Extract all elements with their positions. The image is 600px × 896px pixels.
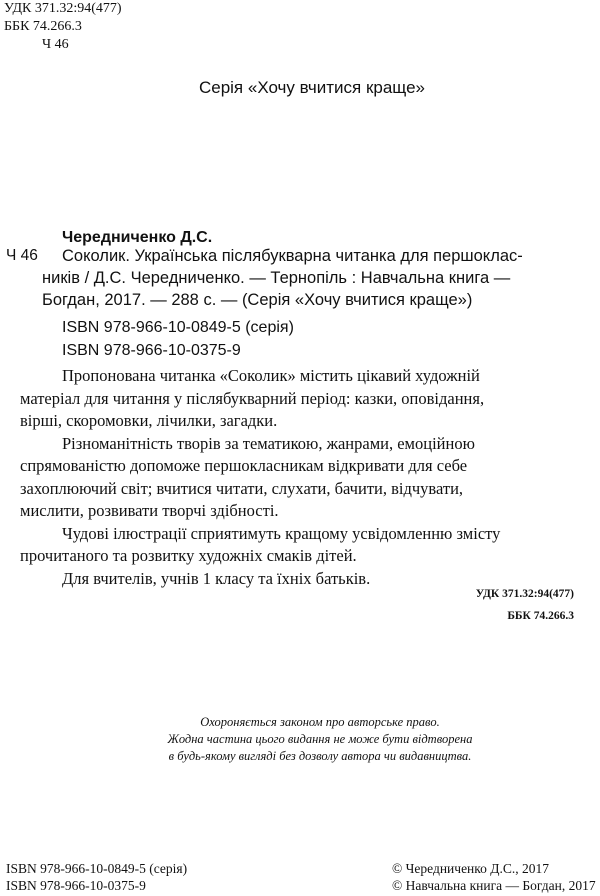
right-bbk: ББК 74.266.3 xyxy=(507,610,574,622)
bottom-isbns xyxy=(6,860,187,894)
top-codes xyxy=(4,0,122,54)
entry-line-2: ників / Д.С. Чередниченко. — Тернопіль : Навчальна книга — xyxy=(42,269,511,287)
isbn-series: ISBN 978-966-10-0849-5 (серія) xyxy=(62,319,294,336)
annotation-p2-line-3: захоплюючий світ; вчитися читати, слухати, бачити, відчувати, xyxy=(20,478,464,498)
copyright-author: © Чередниченко Д.С., 2017 xyxy=(392,861,549,876)
legal-line-1: Охороняється законом про авторське право. xyxy=(200,715,440,729)
entry-line-1: Соколик. Українська післябукварна читанка для першоклас- xyxy=(62,247,523,265)
annotation-p2-line-2: спрямованістю допоможе першокласникам відкривати для себе xyxy=(20,456,468,475)
right-codes xyxy=(476,585,574,625)
annotation xyxy=(20,365,500,590)
legal-line-2: Жодна частина цього видання не може бути відтворена xyxy=(167,732,473,746)
annotation-p1-line-3: вірші, скоромовки, лічилки, загадки. xyxy=(20,411,278,430)
annotation-p1-line-1: Пропонована читанка «Соколик» містить цікавий художній xyxy=(62,366,480,385)
bottom-isbn-book: ISBN 978-966-10-0375-9 xyxy=(6,878,146,893)
top-bbk: ББК 74.266.3 xyxy=(4,19,82,34)
entry-description xyxy=(42,245,523,311)
author-name: Чередниченко Д.С. xyxy=(62,229,213,246)
annotation-p4: Для вчителів, учнів 1 класу та їхніх батьків. xyxy=(62,568,371,588)
series-title: Серія «Хочу вчитися краще» xyxy=(198,78,426,97)
annotation-p3-line-2: прочитаного та розвитку художніх смаків дітей. xyxy=(20,546,357,565)
annotation-p3-line-1: Чудові ілюстрації сприятимуть кращому усвідомленню змісту xyxy=(62,523,501,543)
annotation-p2-line-1: Різноманітність творів за тематикою, жанрами, емоційною xyxy=(62,433,475,453)
legal-notice xyxy=(0,714,600,765)
isbn-book: ISBN 978-966-10-0375-9 xyxy=(62,342,241,359)
top-udk: УДК 371.32:94(477) xyxy=(4,1,122,16)
copyrights xyxy=(392,860,596,894)
entry-line-3: Богдан, 2017. — 288 с. — (Серія «Хочу вчитися краще») xyxy=(42,291,473,309)
entry-code: Ч 46 xyxy=(6,247,38,264)
copyright-publisher: © Навчальна книга — Богдан, 2017 xyxy=(392,878,596,893)
bottom-isbn-series: ISBN 978-966-10-0849-5 (серія) xyxy=(6,861,188,876)
legal-line-3: в будь-якому вигляді без дозволу автора чи видавництва. xyxy=(168,749,472,763)
right-udk: УДК 371.32:94(477) xyxy=(475,588,574,600)
top-code: Ч 46 xyxy=(42,37,69,52)
annotation-p1-line-2: матеріал для читання у післябукварний період: казки, оповідання, xyxy=(20,388,485,408)
annotation-p2-line-4: мислити, розвивати творчі здібності. xyxy=(20,501,279,520)
